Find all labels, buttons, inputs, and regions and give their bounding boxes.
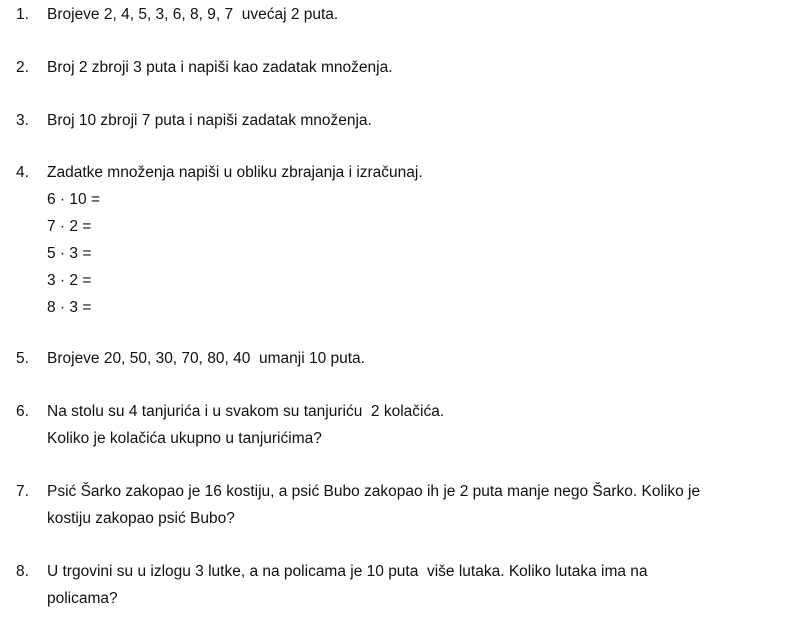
task-text <box>47 54 782 81</box>
task-line: Broj 10 zbroji 7 puta i napiši zadatak množenja. <box>47 112 372 129</box>
task-line: Koliko je kolačića ukupno u tanjurićima? <box>47 430 322 447</box>
multiplication-expression: 6 · 10 = <box>47 191 100 208</box>
task-line: Broj 2 zbroji 3 puta i napiši kao zadatak množenja. <box>47 59 393 76</box>
task-line: Psić Šarko zakopao je 16 kostiju, a psić Bubo zakopao ih je 2 puta manje nego Šarko. Koliko je <box>47 483 701 500</box>
task-line: Zadatke množenja napiši u obliku zbrajanja i izračunaj. <box>47 164 423 181</box>
task-text <box>47 398 782 452</box>
task-text <box>47 558 782 612</box>
task-line: U trgovini su u izlogu 3 lutke, a na policama je 10 puta više lutaka. Koliko lutaka ima na <box>47 563 648 580</box>
multiplication-expression: 7 · 2 = <box>47 218 92 235</box>
task-text <box>47 345 782 372</box>
task-number: 7. <box>16 483 29 500</box>
multiplication-expression: 5 · 3 = <box>47 245 92 262</box>
task-text <box>47 1 782 28</box>
task-text <box>47 478 782 532</box>
task-number: 5. <box>16 350 29 367</box>
multiplication-expression: 8 · 3 = <box>47 299 92 316</box>
task-text <box>47 107 782 134</box>
task-line: Brojeve 20, 50, 30, 70, 80, 40 umanji 10 puta. <box>47 350 365 367</box>
task-line: Brojeve 2, 4, 5, 3, 6, 8, 9, 7 uvećaj 2 puta. <box>47 6 339 23</box>
task-number: 2. <box>16 59 29 76</box>
task-text <box>47 159 782 321</box>
task-number: 3. <box>16 112 29 129</box>
task-number: 8. <box>16 563 29 580</box>
multiplication-expression: 3 · 2 = <box>47 272 92 289</box>
task-number: 1. <box>16 6 29 23</box>
task-line: Na stolu su 4 tanjurića i u svakom su tanjuriću 2 kolačića. <box>47 403 445 420</box>
task-line: policama? <box>47 590 118 607</box>
task-line: kostiju zakopao psić Bubo? <box>47 510 235 527</box>
task-number: 6. <box>16 403 29 420</box>
task-number: 4. <box>16 164 29 181</box>
